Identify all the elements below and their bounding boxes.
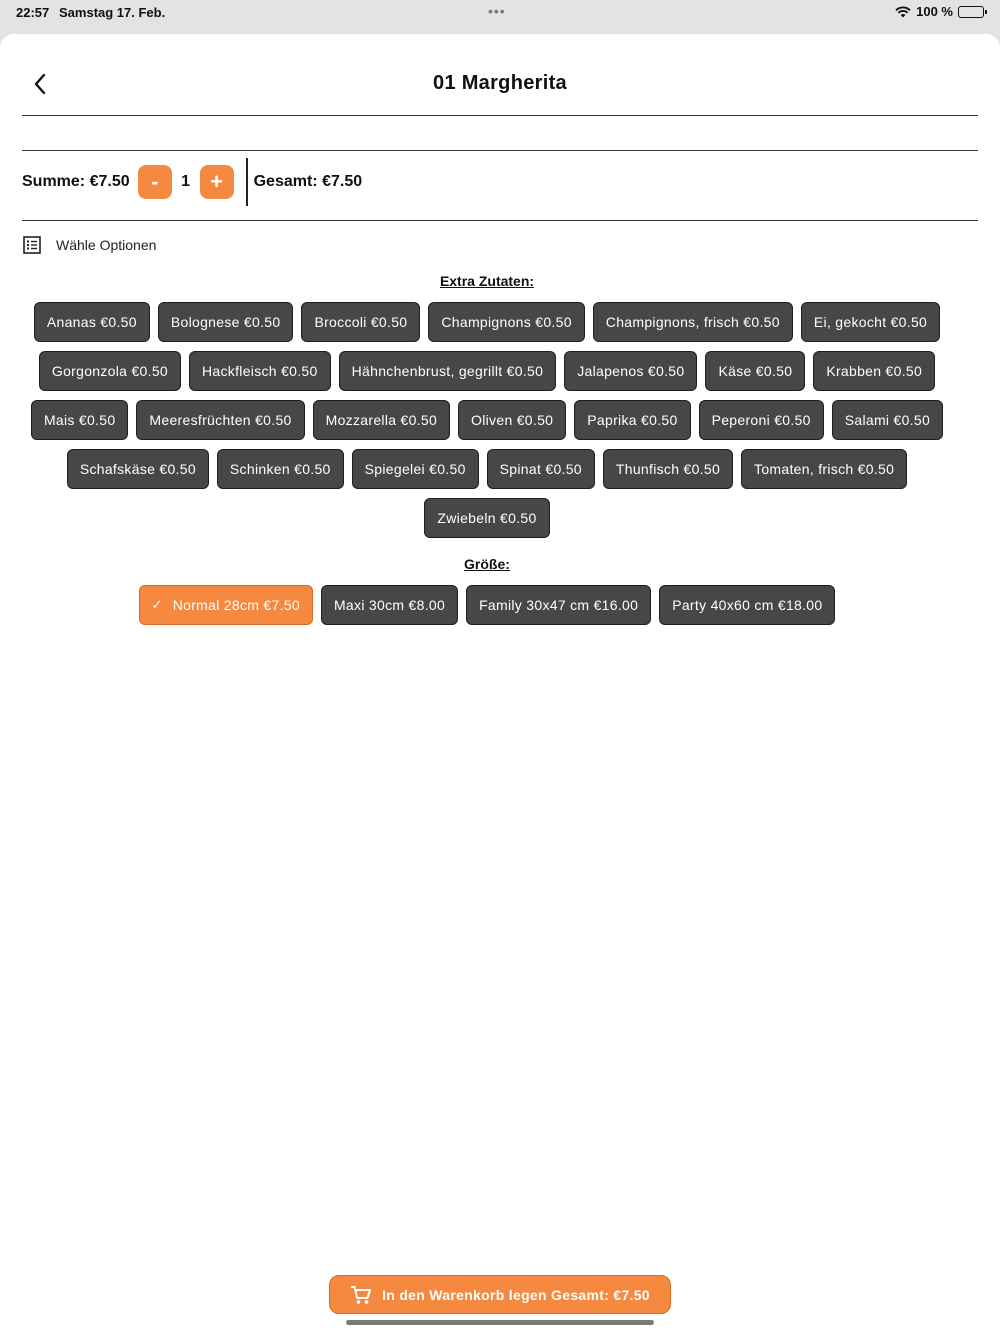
extra-option-chip[interactable]: Tomaten, frisch €0.50 xyxy=(741,449,907,489)
extras-row xyxy=(22,449,952,489)
extra-option-chip[interactable]: Champignons €0.50 xyxy=(428,302,584,342)
list-icon xyxy=(22,235,42,255)
page-title: 01 Margherita xyxy=(433,72,567,94)
quantity-divider-bottom xyxy=(22,220,978,221)
battery-icon xyxy=(958,6,984,18)
extra-option-chip[interactable]: Käse €0.50 xyxy=(705,351,805,391)
extra-option-chip[interactable]: Gorgonzola €0.50 xyxy=(39,351,181,391)
multitasking-dots-icon[interactable]: ••• xyxy=(488,3,506,19)
size-option-label: Family 30x47 cm €16.00 xyxy=(479,597,639,613)
extras-row xyxy=(22,498,952,538)
quantity-value: 1 xyxy=(181,173,191,190)
extra-option-chip[interactable]: Spinat €0.50 xyxy=(487,449,595,489)
size-option-chip[interactable] xyxy=(466,585,651,625)
total-label: Gesamt: €7.50 xyxy=(253,173,363,190)
product-sheet xyxy=(0,34,1000,1334)
extra-option-chip[interactable]: Salami €0.50 xyxy=(832,400,943,440)
extra-option-chip[interactable]: Hähnchenbrust, gegrillt €0.50 xyxy=(339,351,557,391)
extra-option-chip[interactable]: Schafskäse €0.50 xyxy=(67,449,209,489)
quantity-divider-top xyxy=(22,150,978,151)
status-indicators xyxy=(895,4,984,19)
size-option-chip[interactable] xyxy=(659,585,835,625)
size-option-label: Maxi 30cm €8.00 xyxy=(333,597,446,613)
wifi-icon xyxy=(895,6,911,18)
extras-row xyxy=(22,302,952,342)
add-to-cart-button[interactable] xyxy=(329,1275,671,1314)
checkmark-icon: ✓ xyxy=(151,597,163,612)
decrease-quantity-button[interactable]: - xyxy=(138,165,172,199)
extras-row xyxy=(22,351,952,391)
status-time: 22:57 xyxy=(16,5,50,20)
extra-option-chip[interactable]: Mais €0.50 xyxy=(31,400,128,440)
extra-option-chip[interactable]: Mozzarella €0.50 xyxy=(313,400,450,440)
size-option-label: Party 40x60 cm €18.00 xyxy=(672,597,823,613)
extra-option-chip[interactable]: Ananas €0.50 xyxy=(34,302,150,342)
extra-option-chip[interactable]: Paprika €0.50 xyxy=(574,400,690,440)
extra-option-chip[interactable]: Champignons, frisch €0.50 xyxy=(593,302,793,342)
extras-title: Extra Zutaten: xyxy=(439,273,535,289)
size-option-chip[interactable] xyxy=(321,585,458,625)
extra-option-chip[interactable]: Zwiebeln €0.50 xyxy=(424,498,549,538)
vertical-divider xyxy=(246,158,248,206)
extra-option-chip[interactable]: Peperoni €0.50 xyxy=(699,400,824,440)
extra-option-chip[interactable]: Broccoli €0.50 xyxy=(301,302,420,342)
cart-icon xyxy=(350,1285,372,1305)
extra-option-chip[interactable]: Spiegelei €0.50 xyxy=(352,449,479,489)
battery-percent: 100 % xyxy=(916,4,953,19)
size-title: Größe: xyxy=(464,556,510,572)
add-to-cart-label: In den Warenkorb legen Gesamt: €7.50 xyxy=(382,1286,650,1303)
increase-quantity-button[interactable]: + xyxy=(200,165,234,199)
quantity-row xyxy=(22,158,362,206)
extra-option-chip[interactable]: Jalapenos €0.50 xyxy=(564,351,697,391)
size-option-chip[interactable] xyxy=(139,585,313,625)
options-header[interactable] xyxy=(22,235,156,255)
extra-option-chip[interactable]: Thunfisch €0.50 xyxy=(603,449,733,489)
status-bar xyxy=(0,0,1000,26)
extras-chip-group xyxy=(22,302,952,547)
size-option-label: Normal 28cm €7.50 xyxy=(172,597,300,613)
extra-option-chip[interactable]: Ei, gekocht €0.50 xyxy=(801,302,940,342)
extra-option-chip[interactable]: Hackfleisch €0.50 xyxy=(189,351,331,391)
home-indicator xyxy=(346,1320,654,1325)
extras-row xyxy=(22,400,952,440)
extra-option-chip[interactable]: Krabben €0.50 xyxy=(813,351,935,391)
extra-option-chip[interactable]: Bolognese €0.50 xyxy=(158,302,294,342)
size-chip-group xyxy=(22,585,952,625)
extra-option-chip[interactable]: Oliven €0.50 xyxy=(458,400,566,440)
options-label: Wähle Optionen xyxy=(56,237,157,253)
extra-option-chip[interactable]: Schinken €0.50 xyxy=(217,449,344,489)
header-divider xyxy=(22,115,978,116)
sum-label: Summe: €7.50 xyxy=(22,173,130,190)
extra-option-chip[interactable]: Meeresfrüchten €0.50 xyxy=(136,400,304,440)
status-date: Samstag 17. Feb. xyxy=(59,5,166,20)
